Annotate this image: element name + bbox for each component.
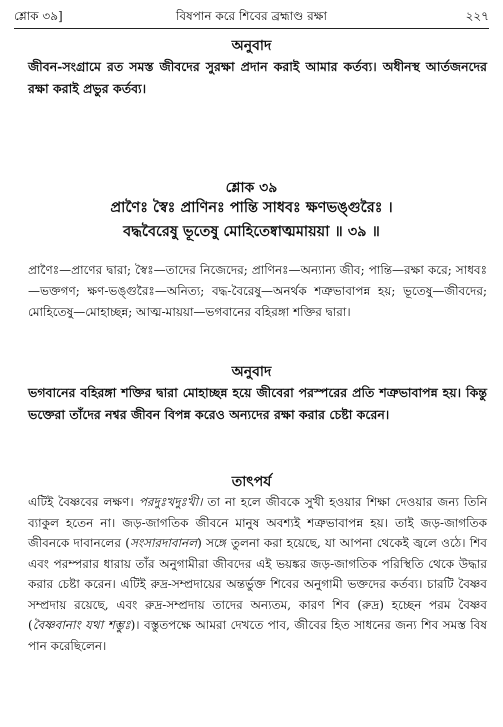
translation-heading-2: অনুবাদ (231, 364, 272, 380)
purport-text (28, 492, 487, 656)
purport-segment: তা না হলে জীবকে সুখী হওয়ার শিক্ষা দেওয়ার জন্য তিনি ব্যাকুল হতেন না। জড়-জাগতিক জীবনে মানুষ অবশ্যই শত্রুভাবাপন্ন হয়। তাই জড়-জাগতিক জীবনকে দাবানলের ( (28, 495, 487, 550)
word-for-word-synonyms: প্রাণৈঃ—প্রাণের দ্বারা; স্বৈঃ—তাদের নিজেদের; প্রাণিনঃ—অন্যান্য জীব; পান্তি—রক্ষা করে; সাধবঃ—ভক্তগণ; ক্ষণ-ভঙ্গুরৈঃ—অনিত্য; বদ্ধ-বৈরেষু—অনর্থক শত্রুভাবাপন্ন হয়; ভূতেষু—জীবদের; মোহিতেষু—মোহাচ্ছন্ন; আত্ম-মায়য়া—ভগবানের বহিরঙ্গা শক্তির দ্বারা। (28, 263, 487, 319)
purport-italic-quote: বৈষ্ণবানাং যথা শম্ভুঃ (32, 618, 131, 632)
translation-heading-1: অনুবাদ (231, 38, 272, 54)
purport-heading: তাৎপর্য (231, 474, 272, 490)
translation-text-1: জীবন-সংগ্রামে রত সমস্ত জীবদের সুরক্ষা প্রদান করাই আমার কর্তব্য। অধীনস্থ আর্তজনদের রক্ষা করাই প্রভুর কর্তব্য। (28, 59, 487, 96)
header-verse-ref: শ্লোক ৩৯] (14, 9, 63, 23)
verse-line-1: প্রাণৈঃ স্বৈঃ প্রাণিনঃ পান্তি সাধবঃ ক্ষণভঙ্গুরৈঃ । (110, 199, 393, 216)
page-number: ২২৭ (465, 9, 489, 23)
purport-segment: ) সঙ্গে তুলনা করা হয়েছে, যা আপনা থেকেই জ্বলে ওঠে। শিব এবং পরম্পরার ধারায় তাঁর অনুগামীরা জীবদের এই ভয়ঙ্কর জড়-জাগতিক পরিস্থিতি থেকে উদ্ধার করার চেষ্টা করেন। এটিই রুদ্র-সম্প্রদায়ের অন্তর্ভুক্ত শিবের অনুগামী ভক্তদের কর্তব্য। চারটি বৈষ্ণব সম্প্রদায় রয়েছে, এবং রুদ্র-সম্প্রদায় তাদের অন্যতম, কারণ শিব (রুদ্র) হচ্ছেন পরম বৈষ্ণব ( (28, 536, 487, 632)
verse-text (0, 196, 503, 244)
translation-text-2: ভগবানের বহিরঙ্গা শক্তির দ্বারা মোহাচ্ছন্ন হয়ে জীবেরা পরস্পরের প্রতি শত্রুভাবাপন্ন হয়। কিন্তু ভক্তেরা তাঁদের নশ্বর জীবন বিপন্ন করেও অন্যদের রক্ষা করার চেষ্টা করেন। (28, 385, 487, 422)
verse-heading: শ্লোক ৩৯ (225, 180, 278, 196)
purport-segment: )। বস্তুতপক্ষে আমরা দেখতে পাব, জীবের হিত সাধনের জন্য শিব সমস্ত বিষ পান করেছিলেন। (28, 618, 487, 653)
purport-italic-phrase: পরদুঃখদুঃখী। (138, 495, 203, 509)
verse-line-2: বদ্ধবৈরেষু ভূতেষু মোহিতেষ্বাত্মমায়য়া ॥ ৩৯ ॥ (123, 223, 380, 240)
purport-segment: এটিই বৈষ্ণবের লক্ষণ। (28, 495, 134, 509)
header-chapter-title: বিষপান করে শিবের ব্রহ্মাণ্ড রক্ষা (176, 9, 327, 23)
purport-italic-term: সংসারদাবানল (129, 536, 198, 550)
page-header (14, 6, 489, 29)
